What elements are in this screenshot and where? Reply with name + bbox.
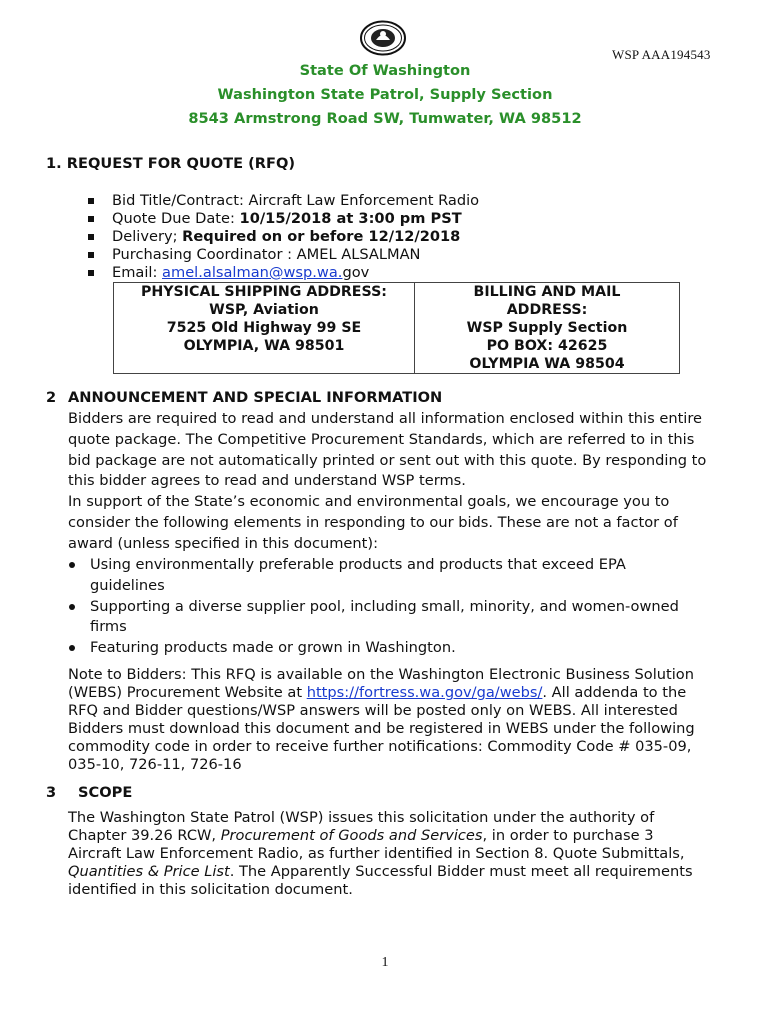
webs-link[interactable]: https://fortress.wa.gov/ga/webs/	[306, 684, 543, 701]
page-number: 1	[381, 955, 389, 970]
document-id: WSP AAA194543	[612, 47, 711, 62]
round-bullet-icon	[69, 562, 75, 568]
goals-list	[68, 555, 748, 659]
list-item: Featuring products made or grown in Washington.	[68, 638, 748, 659]
scope-paragraph: The Washington State Patrol (WSP) issues this solicitation under the authority of Chapter 39.26 RCW, Procurement of Goods and Services, in order to purchase 3 Aircraft Law Enforcement Radio, as further identified in Section 8. Quote Submittals, Quantities & Price List. The Apparently Successful Bidder must meet all requirements identified in this solicitation document.	[68, 809, 693, 898]
section-2-title: ANNOUNCEMENT AND SPECIAL INFORMATION	[68, 389, 443, 406]
section-3-title: SCOPE	[78, 784, 133, 801]
square-bullet-icon	[88, 252, 94, 258]
section-2-intro: Bidders are required to read and understand all information enclosed within this entire quote package. The Competitive Procurement Standards, which are referred to in this bid package are not automatically printed or sent out with this quote. By responding to this bidder agrees to read and understand WSP terms. In support of the State’s economic and environmental goals, we encourage you to consider the following elements in responding to our bids. These are not a factor of award (unless specified in this document):	[68, 410, 707, 552]
note-to-bidders: Note to Bidders: This RFQ is available on the Washington Electronic Business Solution (WEBS) Procurement Website at https://fortress.wa.gov/ga/webs/. All addenda to the RFQ and Bidder questions/WSP answers will be posted only on WEBS. All interested Bidders must download this document and be registered in WEBS under the following commodity code in order to receive further notifications: Commodity Code # 035-09, 035-10, 726-11, 726-16	[68, 666, 695, 773]
billing-address-cell: BILLING AND MAIL ADDRESS: WSP Supply Section PO BOX: 42625 OLYMPIA WA 98504	[415, 283, 680, 374]
state-seal-icon	[359, 20, 407, 56]
email-link[interactable]: amel.alsalman@wsp.wa.	[162, 264, 343, 281]
list-item: Using environmentally preferable products and products that exceed EPA guidelines	[68, 555, 748, 597]
list-item: Purchasing Coordinator : AMEL ALSALMAN	[88, 246, 479, 264]
address-table	[113, 282, 680, 374]
shipping-address-cell: PHYSICAL SHIPPING ADDRESS: WSP, Aviation 7525 Old Highway 99 SE OLYMPIA, WA 98501	[114, 283, 415, 374]
list-item: Email: amel.alsalman@wsp.wa.gov	[88, 264, 479, 282]
list-item: Delivery; Required on or before 12/12/2018	[88, 228, 479, 246]
header-line-1: State Of Washington	[299, 62, 471, 79]
header-line-3: 8543 Armstrong Road SW, Tumwater, WA 98512	[188, 110, 582, 127]
list-item: Supporting a diverse supplier pool, including small, minority, and women-owned firms	[68, 597, 748, 639]
round-bullet-icon	[69, 604, 75, 610]
section-3-number: 3	[46, 784, 57, 801]
list-item: Quote Due Date: 10/15/2018 at 3:00 pm PST	[88, 210, 479, 228]
header-line-2: Washington State Patrol, Supply Section	[217, 86, 553, 103]
square-bullet-icon	[88, 234, 94, 240]
square-bullet-icon	[88, 270, 94, 276]
rfq-details-list	[88, 192, 479, 282]
section-2-number: 2	[46, 389, 57, 406]
section-1-title: 1. REQUEST FOR QUOTE (RFQ)	[46, 155, 296, 172]
round-bullet-icon	[69, 645, 75, 651]
square-bullet-icon	[88, 216, 94, 222]
square-bullet-icon	[88, 198, 94, 204]
list-item: Bid Title/Contract: Aircraft Law Enforcement Radio	[88, 192, 479, 210]
